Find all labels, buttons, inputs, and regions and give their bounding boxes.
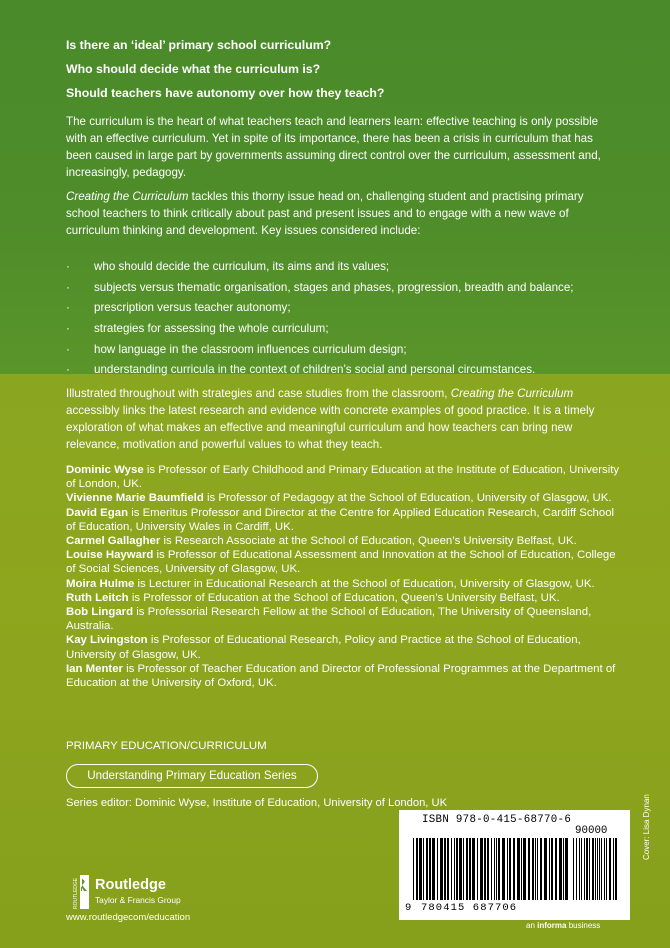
informa-tagline: an informa business [526, 921, 601, 930]
barcode-bar [551, 838, 553, 900]
barcode-bar [581, 838, 582, 900]
barcode-bar [540, 838, 542, 900]
barcode-bar [565, 838, 568, 900]
barcode-bar [606, 838, 607, 900]
barcode-digits: 780415 687706 [421, 902, 518, 914]
barcode-bar [595, 838, 596, 900]
barcode-bar [507, 838, 508, 900]
contributor-bio: Vivienne Marie Baumfield is Professor of Pedagogy at the School of Education, University of Glasgow, UK. [66, 492, 612, 505]
barcode-bar [487, 838, 489, 900]
bullet: · [66, 301, 70, 315]
barcode-bar [423, 838, 424, 900]
bullet: · [66, 260, 70, 273]
barcode-first-digit: 9 [405, 902, 412, 914]
barcode-bar [513, 838, 515, 900]
contributor-bio: Kay Livingston is Professor of Educational Research, Policy and Practice at the School of Education, University of Glasgow, UK. [66, 634, 581, 661]
barcode-bar [463, 838, 464, 900]
series-badge: Understanding Primary Education Series [66, 764, 318, 788]
barcode-bar [532, 838, 534, 900]
publisher-url: www.routledgecom/education [66, 912, 191, 923]
contributor-bio: David Egan is Emeritus Professor and Director at the Centre for Applied Education Research, Cardiff School of Education, University Wales in Cardiff, UK. [66, 506, 615, 533]
barcode-bar [544, 838, 547, 900]
contributor-bios [66, 463, 626, 690]
series-editor: Series editor: Dominic Wyse, Institute of Education, University of London, UK [66, 797, 448, 809]
list-item: · who should decide the curriculum, its aims and its values; [66, 260, 390, 273]
intro-paragraph: The curriculum is the heart of what teachers teach and learners learn: effective teaching is only possible with an effective curriculum. Yet in spite of its importance, there has been a crisis in curriculum that has been caused in large part by governments assuming direct control over the curriculum, assessment and, increasingly, pedagogy. [66, 115, 601, 179]
barcode-bar [521, 838, 522, 900]
list-item: · understanding curricula in the context of children’s social and personal circumstances. [66, 363, 536, 377]
barcode-bar [523, 838, 526, 900]
barcode-bar [517, 838, 520, 900]
contributor-bio: Louise Hayward is Professor of Educational Assessment and Innovation at the School of Education, College of Social Sciences, University of Glasgow, UK. [66, 549, 616, 576]
barcode-bar [419, 838, 422, 900]
bullet: · [66, 342, 70, 356]
barcode-bar [456, 838, 458, 900]
publisher-name: Routledge [95, 877, 166, 893]
contributor-bio: Ruth Leitch is Professor of Education at the School of Education, Queen’s University Belfast, UK. [66, 591, 560, 604]
barcode-bar [480, 838, 483, 900]
bullet: · [66, 280, 70, 294]
question-3: Should teachers have autonomy over how they teach? [66, 86, 385, 100]
book-title: Creating the Curriculum [450, 387, 574, 400]
contributor-bio: Ian Menter is Professor of Teacher Education and Director of Professional Programmes at the Department of Education at the University of Oxford, UK. [66, 662, 616, 690]
barcode-bar [576, 838, 577, 900]
second-paragraph [66, 188, 606, 239]
contributor-bio: Dominic Wyse is Professor of Early Childhood and Primary Education at the Institute of Education, University of London, UK. [66, 464, 620, 491]
barcode-bar [484, 838, 486, 900]
question-2: Who should decide what the curriculum is? [66, 62, 321, 76]
barcode-bar [447, 838, 449, 900]
barcode-bar [597, 838, 598, 900]
barcode-bar [535, 838, 536, 900]
subject-category: PRIMARY EDUCATION/CURRICULUM [66, 740, 267, 752]
routledge-logo [70, 873, 230, 913]
barcode-bar [432, 838, 435, 900]
barcode-bars [413, 838, 569, 900]
barcode-bar [454, 838, 455, 900]
logo-vertical-text: ROUTLEDGE [73, 877, 79, 909]
barcode-bar [528, 838, 530, 900]
barcode-bar [444, 838, 446, 900]
key-issues-list [66, 258, 606, 382]
contributor-bio: Carmel Gallagher is Research Associate at the School of Education, Queen’s University Belfast, UK. [66, 535, 577, 548]
barcode-bar [437, 838, 438, 900]
barcode-bar [429, 838, 431, 900]
barcode-bar [440, 838, 443, 900]
barcode-bar [586, 838, 588, 900]
barcode-bar [494, 838, 495, 900]
barcode-bar [555, 838, 557, 900]
barcode-bar [537, 838, 538, 900]
book-title: Creating the Curriculum [66, 190, 189, 203]
publisher-group: Taylor & Francis Group [95, 895, 181, 905]
barcode-bar [502, 838, 505, 900]
isbn-label: ISBN 978-0-415-68770-6 [422, 814, 572, 826]
barcode-bar [573, 838, 574, 900]
cover-credit: Cover: Lisa Dynan [642, 794, 651, 860]
barcode-bar [509, 838, 511, 900]
barcode-bar [579, 838, 580, 900]
barcode-bar [613, 838, 614, 900]
isbn-barcode [399, 810, 630, 920]
barcode-bar [426, 838, 428, 900]
list-item: · how language in the classroom influences curriculum design; [66, 342, 407, 356]
barcode-bar [604, 838, 605, 900]
barcode-bar [416, 838, 418, 900]
barcode-bar [609, 838, 611, 900]
barcode-bar [615, 838, 617, 900]
routledge-logo-icon [70, 873, 90, 911]
barcode-bar [469, 838, 471, 900]
closing-paragraph: Illustrated throughout with strategies and case studies from the classroom, Creating the Curriculum accessibly links the latest research and evidence with concrete examples of good practice. It is a timely exploration of what makes an effective and meaningful curriculum and how teachers can bring new relevance, motivation and powerful values to what they teach. [66, 387, 595, 451]
barcode-bar [589, 838, 590, 900]
barcode-bar [559, 838, 562, 900]
barcode-bar [563, 838, 564, 900]
addon-barcode-bars [573, 838, 619, 900]
barcode-bar [601, 838, 602, 900]
barcode-bar [592, 838, 594, 900]
list-item: · prescription versus teacher autonomy; [66, 301, 291, 315]
bullet: · [66, 363, 70, 377]
list-item: · subjects versus thematic organisation, stages and phases, progression, breadth and balance; [66, 280, 574, 294]
barcode-bar [496, 838, 497, 900]
barcode-bar [466, 838, 468, 900]
barcode-bar [477, 838, 478, 900]
question-1: Is there an ‘ideal’ primary school curriculum? [66, 38, 332, 52]
barcode-bar [584, 838, 585, 900]
price-code: 90000 [575, 825, 608, 837]
list-item: · strategies for assessing the whole curriculum; [66, 322, 329, 336]
barcode-bar [472, 838, 475, 900]
contributor-bio: Moira Hulme is Lecturer in Educational Research at the School of Education, University of Glasgow, UK. [66, 577, 595, 590]
barcode-bar [599, 838, 600, 900]
barcode-bar [498, 838, 500, 900]
barcode-bar [491, 838, 492, 900]
barcode-bar [459, 838, 462, 900]
barcode-bar [413, 838, 414, 900]
bullet: · [66, 322, 70, 336]
barcode-bar [549, 838, 550, 900]
contributor-bio: Bob Lingard is Professorial Research Fellow at the School of Education, The University of Queensland, Australia. [66, 606, 592, 633]
second-paragraph-text: tackles this thorny issue head on, challenging student and practising primary school teachers to think critically about past and present issues and to engage with a new wave of curriculum thinking and development. Key issues considered include: [66, 190, 584, 237]
barcode-bar [451, 838, 452, 900]
